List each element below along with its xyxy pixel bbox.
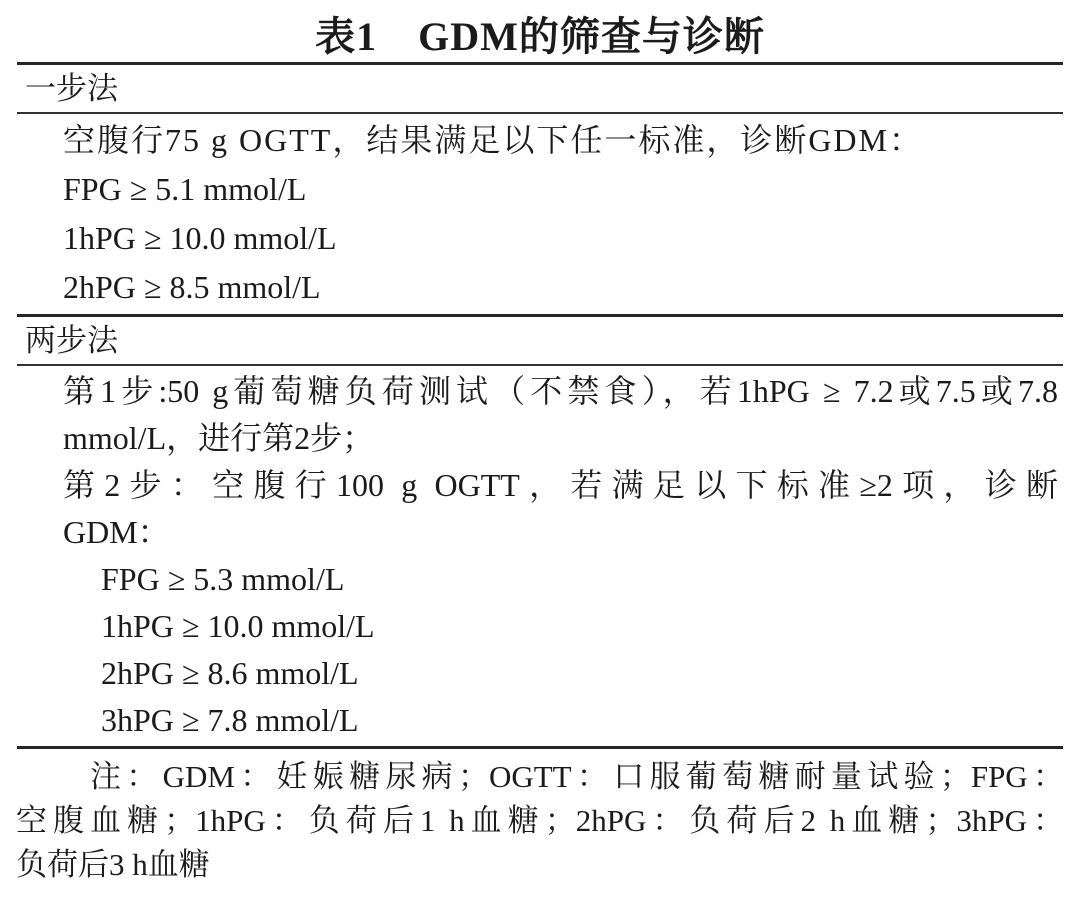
footnote-line: 负荷后3 h血糖 [16,847,210,882]
table-title: 表1 GDM的筛查与诊断 [315,14,765,59]
criterion-fpg-line: FPG ≥ 5.1 mmol/L [63,171,307,207]
section-header-two-step: 两步法 [25,323,118,358]
step2-instruction-line: 第2步：空腹行100 g OGTT，若满足以下标准≥2项，诊断 [63,467,1058,503]
criterion-fpg-line: FPG ≥ 5.3 mmol/L [101,561,345,597]
one-step-body [0,114,1080,314]
footnote-line: 注：GDM：妊娠糖尿病；OGTT：口服葡萄糖耐量试验；FPG： [90,759,1064,794]
criterion-2hpg-line: 2hPG ≥ 8.6 mmol/L [101,655,359,691]
step2-continuation-line: GDM： [63,514,170,550]
one-step-instruction-line: 空腹行75 g OGTT，结果满足以下任一标准，诊断GDM： [63,122,923,158]
step1-instruction-line: 第1步:50 g葡萄糖负荷测试（不禁食），若1hPG ≥ 7.2或7.5或7.8 [63,373,1058,409]
table-footnote [0,755,1080,887]
footnote-line: 空腹血糖；1hPG：负荷后1 h血糖；2hPG：负荷后2 h血糖；3hPG： [16,803,1064,838]
criterion-1hpg-line: 1hPG ≥ 10.0 mmol/L [63,220,337,256]
criterion-2hpg-line: 2hPG ≥ 8.5 mmol/L [63,269,321,305]
criterion-1hpg-line: 1hPG ≥ 10.0 mmol/L [101,608,375,644]
two-step-body [0,366,1080,746]
section-header-one-step: 一步法 [25,71,118,106]
step1-continuation-line: mmol/L，进行第2步； [63,420,375,456]
table-bottom-rule [17,746,1063,749]
criterion-3hpg-line: 3hPG ≥ 7.8 mmol/L [101,702,359,738]
